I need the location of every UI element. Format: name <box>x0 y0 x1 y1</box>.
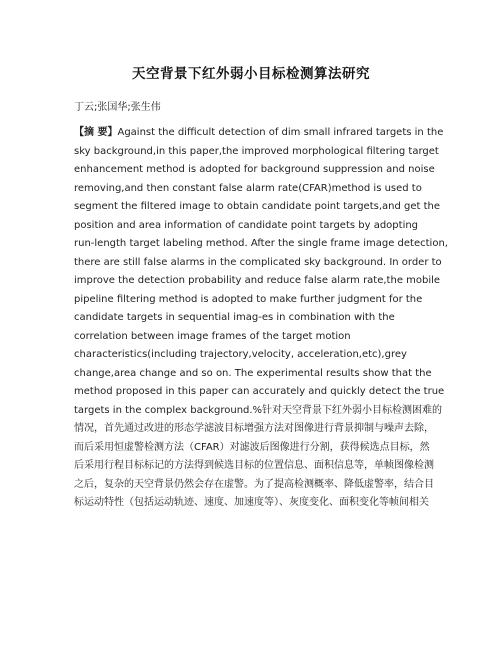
abstract-line: improve the detection probability and reduce false alarm rate,the mobile <box>74 275 441 286</box>
abstract-line: 之后，复杂的天空背景仍然会存在虚警。为了提高检测概率、降低虚警率，结合目 <box>74 478 434 490</box>
abstract-line: targets in the complex background.%针对天空背景下红外弱小目标检测困难的 <box>74 404 443 416</box>
paper-title: 天空背景下红外弱小目标检测算法研究 <box>132 66 370 82</box>
abstract-line: method proposed in this paper can accurately and quickly detect the true <box>74 386 445 397</box>
abstract-label: 【摘 要】 <box>74 127 118 138</box>
abstract-line: segment the filtered image to obtain candidate point targets,and get the <box>74 201 441 212</box>
abstract-line: change,area change and so on. The experimental results show that the <box>74 367 432 379</box>
abstract-line: candidate targets in sequential imag-es in combination with the <box>74 312 395 323</box>
abstract-line: position and area information of candidate point targets by adopting <box>74 219 419 231</box>
abstract-line: sky background,in this paper,the improved morphological filtering target <box>74 145 439 157</box>
abstract-line <box>74 124 444 143</box>
abstract-line-text: Against the difficult detection of dim small infrared targets in the <box>117 127 444 138</box>
abstract-line: removing,and then constant false alarm rate(CFAR)method is used to <box>74 182 422 194</box>
abstract-line: 标运动特性（包括运动轨迹、速度、加速度等）、灰度变化、面积变化等帧间相关 <box>74 497 429 508</box>
paper-authors: 丁云;张国华;张生伟 <box>74 102 161 113</box>
abstract-line: there are still false alarms in the complicated sky background. In order to <box>74 256 442 268</box>
abstract-line: 而后采用恒虚警检测方法（CFAR）对滤波后图像进行分割，获得候选点目标，然 <box>74 441 430 453</box>
abstract-line: characteristics(including trajectory,velocity, acceleration,etc),grey <box>74 349 407 360</box>
abstract-line: enhancement method is adopted for background suppression and noise <box>74 164 435 175</box>
abstract-body <box>74 124 448 513</box>
abstract-line: pipeline filtering method is adopted to make further judgment for the <box>74 293 423 305</box>
abstract-line: correlation between image frames of the target motion <box>74 330 351 342</box>
abstract-line: 后采用行程目标标记的方法得到候选目标的位置信息、面积信息等，单帧图像检测 <box>74 460 434 471</box>
abstract-line: 情况，首先通过改进的形态学滤波目标增强方法对图像进行背景抑制与噪声去除， <box>74 423 434 434</box>
abstract-line: run-length target labeling method. After the single frame image detection, <box>74 238 448 249</box>
